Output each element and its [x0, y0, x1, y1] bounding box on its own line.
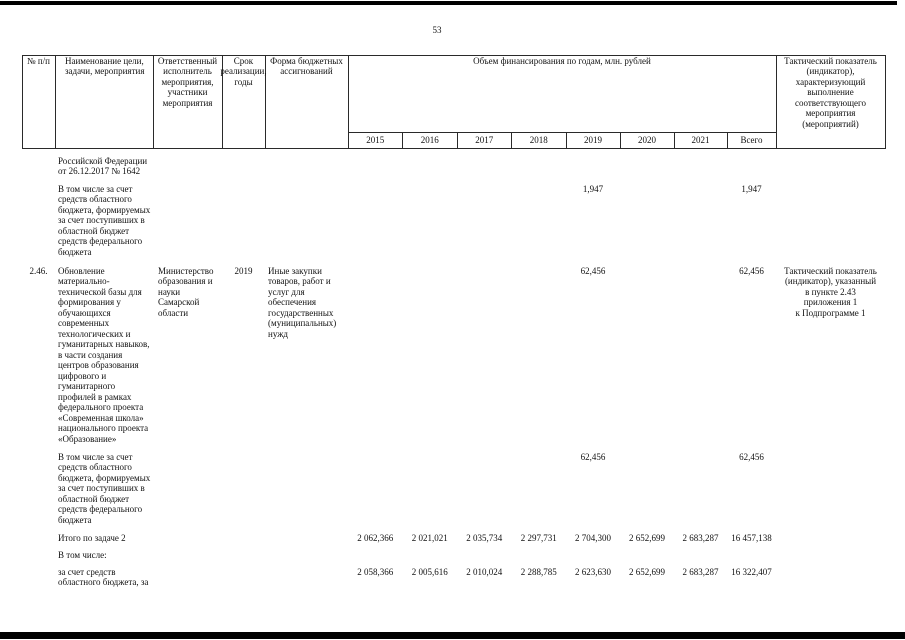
- row-task-total-sum: 16 457,138: [731, 532, 772, 543]
- header-year: 2017: [475, 134, 494, 145]
- header-responsible: Ответственный исполнитель мероприятия, участники мероприятия: [157, 55, 218, 108]
- row-regional-funds-2016: 2 005,616: [411, 566, 448, 577]
- header-column-divider: [55, 55, 56, 149]
- row-regional-funds-2020: 2 652,699: [629, 566, 665, 577]
- row-federal-funds-total: 62,456: [739, 451, 764, 462]
- row-task-total-2017: 2 035,734: [466, 532, 503, 543]
- header-column-divider: [885, 55, 886, 149]
- row-2-46-responsible: Министерство образования и науки Самарской области: [158, 265, 214, 318]
- header-year: 2019: [584, 134, 602, 145]
- header-year: 2016: [420, 134, 439, 145]
- row-regional-funds-sum: 16 322,407: [731, 566, 772, 577]
- header-name: Наименование цели, задачи, мероприятия: [65, 55, 145, 76]
- row-regional-funds-2021: 2 683,287: [682, 566, 719, 577]
- row-2-46-number: 2.46.: [29, 265, 48, 276]
- header-bottom-border: [22, 148, 886, 149]
- row-2-46-term: 2019: [234, 265, 253, 276]
- header-funding: Объем финансирования по годам, млн. рублей: [473, 55, 651, 66]
- row-2-46-indicator: Тактический показатель (индикатор), указанный в пункте 2.43 приложения 1 к Подпрограмме 1: [784, 265, 877, 318]
- row-federal-funds-total: 1,947: [741, 183, 762, 194]
- row-including-label: В том числе:: [58, 549, 107, 560]
- row-2-46-name: Обновление материально- технической базы для формирования у обучающихся современных технологических и гуманитарных навыков, в части создания центров образования цифрового и гуманитарного профилей в рамках федерального проекта «Современная школа» национального проекта «Образование»: [58, 265, 150, 444]
- row-task-total-2020: 2 652,699: [629, 532, 665, 543]
- row-regional-funds-name: за счет средств областного бюджета, за: [58, 566, 149, 587]
- row-task-total-2015: 2 062,366: [357, 532, 394, 543]
- row-task-total-2019: 2 704,300: [575, 532, 611, 543]
- row-task-total-2016: 2 021,021: [411, 532, 448, 543]
- scan-bottom-edge: [0, 632, 905, 639]
- header-form: Форма бюджетных ассигнований: [270, 55, 343, 76]
- header-number: № п/п: [27, 55, 50, 66]
- header-year: 2018: [529, 134, 548, 145]
- header-year: 2021: [691, 134, 710, 145]
- header-indicator: Тактический показатель (индикатор), характеризующий выполнение соответствующего мероприятия (мероприятий): [784, 55, 877, 129]
- row-task-total-2021: 2 683,287: [682, 532, 719, 543]
- row-continuation-name: Российской Федерации от 26.12.2017 № 1642: [58, 155, 148, 176]
- row-federal-funds-name: В том числе за счет средств областного бюджета, формируемых за счет поступивших в областной бюджет средств федерального бюджета: [58, 451, 151, 525]
- row-regional-funds-2017: 2 010,024: [466, 566, 503, 577]
- row-2-46-form: Иные закупки товаров, работ и услуг для обеспечения государственных (муниципальных) нужд: [268, 265, 337, 339]
- row-2-46-2019: 62,456: [580, 265, 606, 276]
- header-year-total: Всего: [740, 134, 763, 145]
- header-year: 2020: [638, 134, 656, 145]
- page-number: 53: [432, 24, 442, 35]
- row-federal-funds-name: В том числе за счет средств областного бюджета, формируемых за счет поступивших в областной бюджет средств федерального бюджета: [58, 183, 151, 257]
- header-term: Срок реализации, годы: [220, 55, 267, 87]
- row-2-46-total: 62,456: [739, 265, 764, 276]
- row-federal-funds-2019: 62,456: [580, 451, 606, 462]
- row-federal-funds-2019: 1,947: [582, 183, 604, 194]
- scan-top-edge: [0, 1, 897, 5]
- row-regional-funds-2019: 2 623,630: [575, 566, 611, 577]
- header-year: 2015: [366, 134, 385, 145]
- years-row-border: [348, 132, 776, 133]
- row-regional-funds-2018: 2 288,785: [520, 566, 557, 577]
- row-regional-funds-2015: 2 058,366: [357, 566, 394, 577]
- header-column-divider: [22, 55, 23, 149]
- row-task-total-name: Итого по задаче 2: [58, 532, 126, 543]
- row-task-total-2018: 2 297,731: [520, 532, 557, 543]
